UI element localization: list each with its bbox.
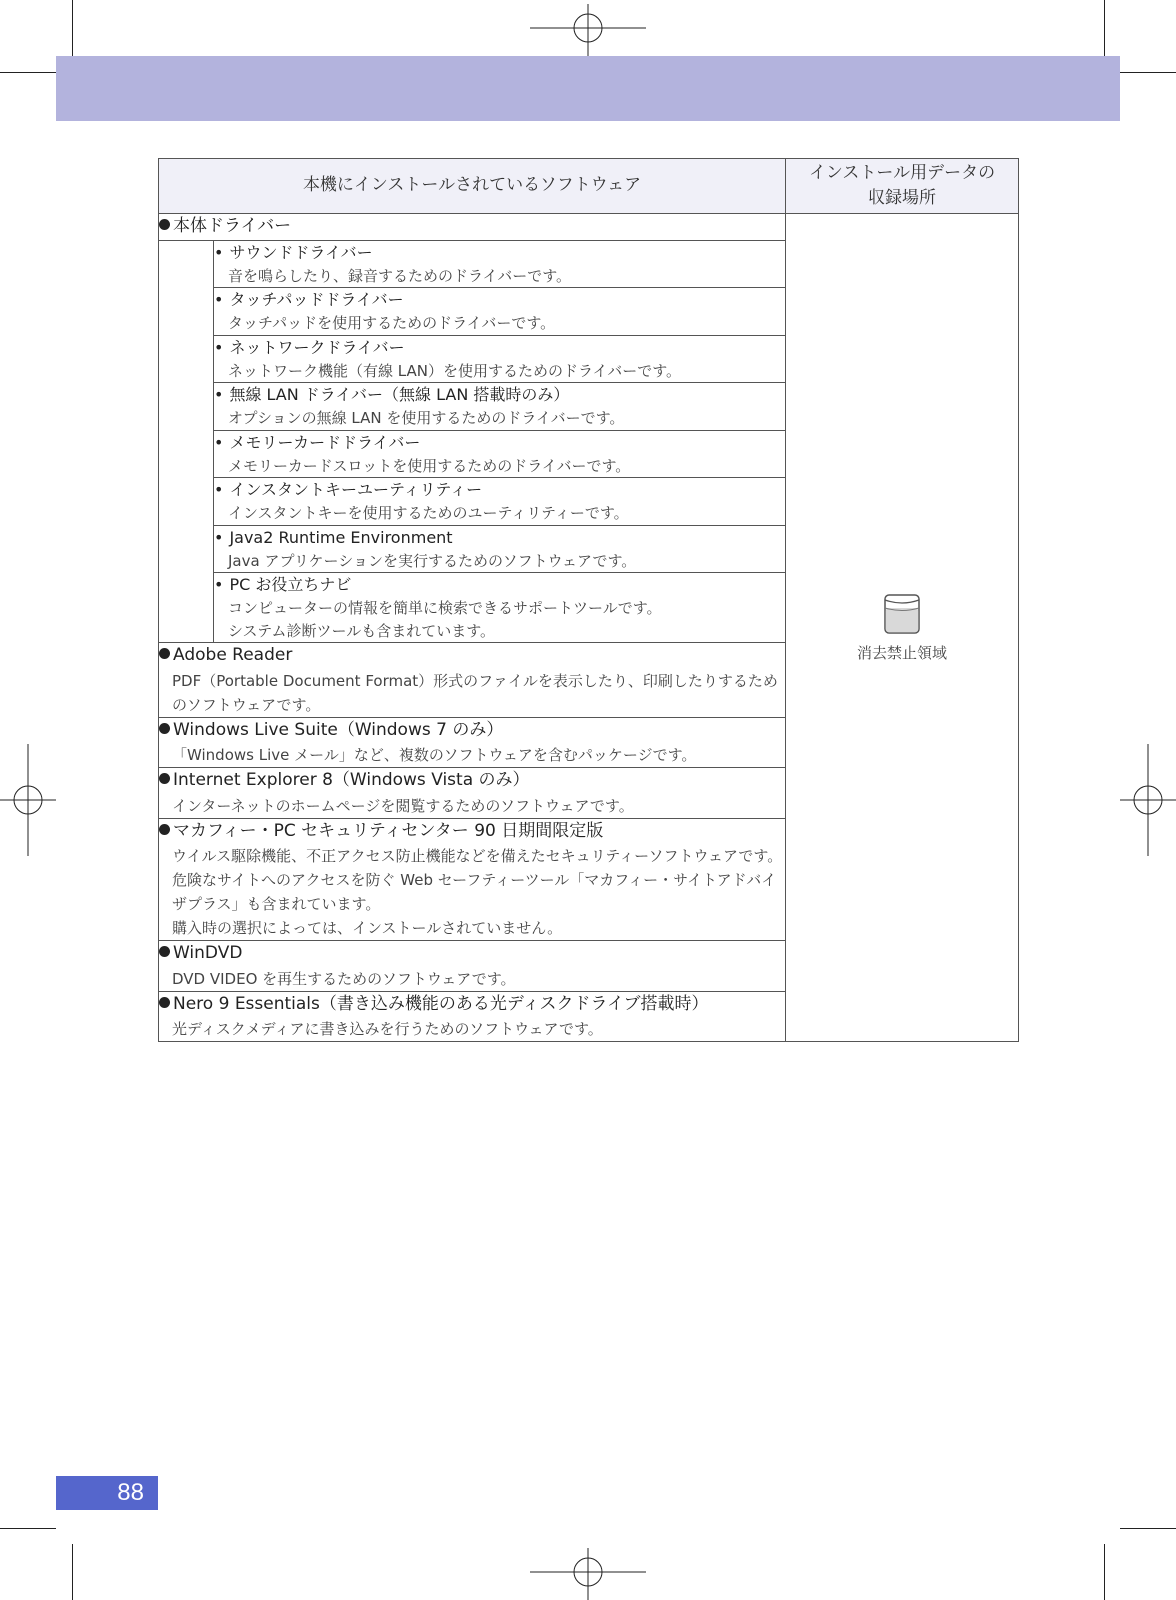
driver-cell: [214, 430, 786, 478]
software-cell: [159, 643, 786, 718]
bullet-icon: •: [214, 385, 224, 404]
crop-mark: [1120, 72, 1176, 73]
bullet-dot-icon: [159, 648, 170, 659]
driver-desc: コンピューターの情報を簡単に検索できるサポートツールです。: [228, 599, 662, 617]
software-desc: 光ディスクメディアに書き込みを行うためのソフトウェアです。: [172, 1020, 603, 1038]
crop-mark: [0, 1528, 56, 1529]
crop-mark: [1104, 1544, 1105, 1600]
driver-title: [214, 288, 785, 312]
driver-cell: [214, 288, 786, 336]
group-row-drivers: [159, 214, 1019, 241]
bullet-icon: •: [214, 575, 224, 594]
bullet-icon: •: [214, 337, 224, 357]
driver-title-text: タッチパッドドライバー: [229, 290, 404, 309]
software-title: [159, 819, 785, 845]
driver-desc: 音を鳴らしたり、録音するためのドライバーです。: [228, 266, 572, 285]
software-title-text: WinDVD: [173, 943, 243, 963]
software-title-text: Nero 9 Essentials（書き込み機能のある光ディスクドライブ搭載時）: [173, 993, 709, 1014]
location-label: 消去禁止領域: [857, 644, 948, 663]
bullet-icon: •: [214, 432, 224, 452]
driver-desc: Java アプリケーションを実行するためのソフトウェアです。: [228, 551, 637, 570]
driver-desc: ネットワーク機能（有線 LAN）を使用するためのドライバーです。: [228, 361, 682, 380]
driver-title: [214, 526, 785, 550]
driver-title-text: サウンドドライバー: [229, 242, 373, 262]
software-cell: [159, 768, 786, 819]
driver-cell: [214, 240, 786, 288]
bullet-icon: •: [214, 290, 224, 309]
software-table: [158, 158, 1019, 1042]
software-desc: PDF（Portable Document Format）形式のファイルを表示したり、印刷したりするためのソフトウェアです。: [172, 671, 778, 714]
indent-spacer: [159, 240, 214, 643]
driver-desc: オプションの無線 LAN を使用するためのドライバーです。: [228, 409, 625, 427]
driver-title: [214, 478, 785, 502]
driver-desc: メモリーカードスロットを使用するためのドライバーです。: [228, 456, 631, 475]
driver-desc: タッチパッドを使用するためのドライバーです。: [228, 314, 556, 332]
page-number: 88: [56, 1476, 158, 1510]
software-title: [159, 992, 785, 1018]
registration-mark-left: [0, 744, 56, 856]
driver-cell: [214, 383, 786, 431]
software-desc: DVD VIDEO を再生するためのソフトウェアです。: [172, 969, 516, 988]
driver-cell: [214, 478, 786, 526]
registration-mark-right: [1120, 744, 1176, 856]
header-location-line1: インストール用データの: [808, 163, 996, 184]
location-cell: [786, 214, 1019, 1042]
header-band: [56, 56, 1120, 121]
group-title-drivers: [159, 214, 786, 241]
registration-mark-bottom: [530, 1548, 646, 1600]
driver-title: [214, 431, 785, 455]
crop-mark: [72, 1544, 73, 1600]
software-desc: インターネットのホームページを閲覧するためのソフトウェアです。: [172, 796, 634, 815]
software-title-text: マカフィー・PC セキュリティセンター 90 日期間限定版: [173, 820, 604, 841]
crop-mark: [72, 0, 73, 56]
crop-mark: [0, 72, 56, 73]
group-title-text: 本体ドライバー: [173, 216, 292, 236]
software-title-text: Adobe Reader: [173, 645, 293, 665]
bullet-icon: •: [214, 242, 224, 262]
driver-cell: [214, 335, 786, 383]
driver-title-text: PC お役立ちナビ: [229, 575, 352, 594]
bullet-dot-icon: [159, 723, 170, 734]
bullet-dot-icon: [159, 773, 170, 784]
software-cell: [159, 941, 786, 992]
driver-cell: [214, 525, 786, 573]
header-location-line2: 収録場所: [868, 188, 937, 208]
software-desc-extra: 購入時の選択によっては、インストールされていません。: [172, 919, 563, 937]
driver-cell: [214, 573, 786, 643]
software-desc: ウイルス駆除機能、不正アクセス防止機能などを備えたセキュリティーソフトウェアです。危険なサイトへのアクセスを防ぐ Web セーフティーツール「マカフィー・サイトアドバイザプラス」も含まれています。: [172, 847, 783, 913]
driver-title: [214, 573, 785, 597]
driver-title: [214, 241, 785, 265]
software-title: [159, 941, 785, 967]
bullet-dot-icon: [159, 946, 170, 957]
software-title: [159, 718, 785, 744]
software-title: [159, 768, 785, 794]
driver-desc-extra: システム診断ツールも含まれています。: [228, 621, 496, 640]
header-software: 本機にインストールされているソフトウェア: [159, 159, 786, 214]
driver-title-text: メモリーカードドライバー: [229, 432, 421, 452]
driver-title-text: ネットワークドライバー: [229, 337, 405, 357]
software-cell: [159, 991, 786, 1042]
software-desc: 「Windows Live メール」など、複数のソフトウェアを含むパッケージです。: [172, 746, 697, 764]
software-title: [159, 643, 785, 669]
software-cell: [159, 818, 786, 941]
driver-title: [214, 383, 785, 407]
driver-title-text: Java2 Runtime Environment: [229, 527, 453, 547]
bullet-dot-icon: [159, 219, 170, 230]
driver-title-text: インスタントキーユーティリティー: [229, 480, 483, 499]
storage-drive-icon: [882, 590, 922, 638]
bullet-icon: •: [214, 480, 224, 499]
registration-mark-top: [530, 4, 646, 56]
software-title-text: Windows Live Suite（Windows 7 のみ）: [173, 719, 504, 740]
crop-mark: [1120, 1528, 1176, 1529]
crop-mark: [1104, 0, 1105, 56]
header-location: [786, 159, 1019, 214]
bullet-icon: •: [214, 527, 224, 547]
software-title-text: Internet Explorer 8（Windows Vista のみ）: [173, 770, 530, 790]
software-cell: [159, 717, 786, 768]
driver-desc: インスタントキーを使用するためのユーティリティーです。: [228, 504, 629, 522]
bullet-dot-icon: [159, 824, 170, 835]
bullet-dot-icon: [159, 997, 170, 1008]
driver-title: [214, 336, 785, 360]
driver-title-text: 無線 LAN ドライバー（無線 LAN 搭載時のみ）: [229, 385, 570, 404]
